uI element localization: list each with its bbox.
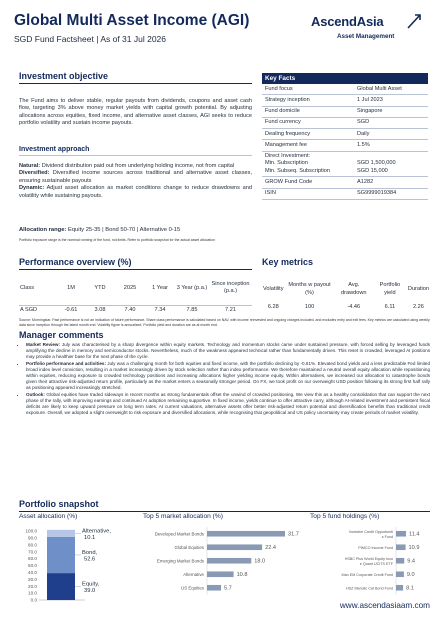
key-fact-row <box>262 84 428 95</box>
performance-header-cell: 2025 <box>123 284 137 291</box>
value-label: 31.7 <box>288 531 299 538</box>
metrics-cell: 2.26 <box>412 304 424 310</box>
category-label: Man EM Corporate Credit Fund <box>341 572 393 577</box>
category-label: Vontobel Credit Opportuniti s Fund <box>348 529 393 540</box>
as-of-date: As of 31 Jul 2026 <box>100 34 166 44</box>
performance-cell: A SGD <box>20 306 38 313</box>
performance-table <box>19 272 252 315</box>
key-fact-row <box>262 177 428 188</box>
value-label: 10.9 <box>408 545 420 552</box>
logo-name: AscendAsia <box>311 14 384 29</box>
key-fact-value: Singapore <box>357 108 383 115</box>
metrics-header-row <box>262 276 430 303</box>
category-label: HSZ Manulic Cat Bond Fund <box>346 586 393 591</box>
category-label: PIMCO Income Fund <box>358 545 393 550</box>
key-facts-table <box>262 73 428 200</box>
key-fact-label: Strategy inception <box>265 96 310 103</box>
snapshot-rule <box>19 511 430 512</box>
metrics-cell: -4.46 <box>347 304 361 310</box>
value-label: 8.1 <box>406 585 414 592</box>
logo-tagline: Asset Management <box>337 33 395 40</box>
category-label: US Equities <box>181 585 204 591</box>
allocation-range: Allocation range: Equity 25-35 | Bond 50-70 | Alternative 0-15 <box>19 227 181 233</box>
key-fact-label: Management fee <box>265 141 307 148</box>
bar <box>207 531 285 537</box>
comment-item: • Market Review: July was characterised by a sharp divergence within equity markets. Technology and momentum stocks came under sustained pressure, with forced selling by leveraged funds amplifying the decline in memory and semiconductor stocks. Nevertheless, much of the weakness appeared technical rather than fundamentally driven. This reset in crowded, leveraged AI positions may provide a healthier base for the next phase of the cycle. <box>26 342 430 360</box>
performance-rule <box>19 269 252 270</box>
y-tick-label: 70.0 <box>28 549 37 555</box>
metrics-header-cell: Months w payout (%) <box>288 282 331 296</box>
comments-list <box>19 342 430 417</box>
segment-name-label: Bond, <box>82 549 98 556</box>
y-tick-label: 50.0 <box>28 563 37 569</box>
category-label: Global Equities <box>174 544 204 550</box>
bar <box>396 531 406 537</box>
segment-name-label: Equity, <box>82 581 100 588</box>
segment-value-label: 52.6 <box>84 556 96 563</box>
y-tick-label: 40.0 <box>28 570 37 575</box>
segment-value-label: 39.0 <box>84 588 96 595</box>
logo-mark-icon <box>407 14 421 29</box>
metrics-cell: 100 <box>304 304 315 310</box>
y-tick-label: 0.0 <box>30 597 37 603</box>
page-title: Global Multi Asset Income (AGI) <box>14 12 250 29</box>
category-label: Developed Market Bonds <box>154 531 204 537</box>
key-fact-label: Fund domicile <box>265 108 300 115</box>
key-fact-label: GROW Fund Code <box>265 178 313 185</box>
min-subsequent-label: Min. Subseq. Subscription <box>265 167 330 174</box>
metrics-cell: 6.28 <box>267 304 279 310</box>
category-label: HSBC Plus World Equity Inco e Quant UCITS ETF <box>344 556 393 567</box>
performance-header-row <box>19 272 252 305</box>
comment-item: • Portfolio performance and activities: July was a challenging month for both equities and fixed income, with the portfolio declining by -0.61%. Elevated bond yields and a less predictable Fed limited broad index level conviction, resulting in a market increasingly driven by stock selection rather than index performance. We therefore maintained a neutral overall equity allocation while repositioning within equities, reducing exposure to crowded technology positions and increasing allocations higher yielding income equity. Within alternatives, we increased our allocation to catastrophe bonds given their attractive risk-adjusted return profile, particularly as the market enters a seasonally stronger period. On FX, we took profit on our overweight USD position following its strong first half rally as positioning appeared increasingly stretched. <box>26 361 430 392</box>
key-metrics-table <box>262 276 430 312</box>
bar <box>207 544 262 550</box>
approach-list <box>19 163 252 200</box>
key-metrics-title: Key metrics <box>262 257 314 267</box>
footer-website[interactable]: www.ascendasiaam.com <box>339 601 430 611</box>
value-label: 22.4 <box>265 545 277 552</box>
comments-title: Manager comments <box>19 330 104 340</box>
performance-cell: 3.08 <box>94 306 106 313</box>
key-fact-value: Daily <box>357 130 370 137</box>
min-subsequent-value: SGD 15,000 <box>357 167 388 174</box>
min-subscription-label: Min. Subscription <box>265 160 308 167</box>
approach-rule <box>19 155 252 156</box>
metrics-header-cell: Volatility <box>263 285 284 292</box>
performance-header-cell: 3 Year (p.a.) <box>176 284 208 291</box>
y-tick-label: 60.0 <box>28 556 37 562</box>
value-label: 10.8 <box>236 572 248 579</box>
y-tick-label: 100.0 <box>25 528 37 534</box>
performance-row <box>19 305 252 315</box>
performance-cell: 7.21 <box>225 306 236 313</box>
direct-investment-label: Direct Investment: <box>265 153 311 160</box>
category-label: Emerging Market Bonds <box>156 558 204 564</box>
key-fact-value: SG9999019384 <box>357 190 397 197</box>
y-tick-label: 20.0 <box>28 583 37 589</box>
key-fact-label: ISIN <box>265 190 276 197</box>
metrics-header-cell: Duration <box>407 285 429 292</box>
metrics-row <box>262 303 430 312</box>
key-fact-value: 1.5% <box>357 141 370 148</box>
snapshot-title: Portfolio snapshot <box>19 499 99 509</box>
value-label: 9.4 <box>407 558 416 565</box>
key-facts-tail-rows <box>262 177 428 200</box>
performance-title: Performance overview (%) <box>19 257 132 267</box>
key-facts-title: Key Facts <box>262 73 428 84</box>
metrics-header-cell: Avg. drawdown <box>341 282 367 296</box>
bar <box>396 558 404 564</box>
metrics-cell: 6.11 <box>384 304 396 310</box>
allocation-note: Portfolio exposure range is the nominal running of the fund, not limits. Refer to portfolio snapshot for the actual asset allocation <box>19 238 215 242</box>
performance-header-cell: Since inception (p.a.) <box>211 280 250 295</box>
key-fact-row <box>262 129 428 140</box>
performance-cell: 7.34 <box>154 306 166 313</box>
comment-item: • Outlook: Global equities have traded sideways in recent months as strong fundamentals offset the unwind of crowded positioning. We view this as a healthy consolidation that can support the next phase of the rally, with improving earnings and continued AI adoption remaining supportive. In fixed income, yields continue to offer attractive carry, although AI-related investment and persistent fiscal deficits are likely to keep upward pressure on long term rates. At current valuations, alternative assets offer better risk-adjusted return potential and diversification benefits than traditional credit exposure. Overall, we adopted a slight overweight to risk exposure and diversified allocations, while recognising that geopolitical and US policy uncertainty may create periods of market volatility. <box>26 392 430 416</box>
objective-text: The Fund aims to deliver stable, regular payouts from dividends, coupons and asset cash flow, targeting 3% above money market yields with capital growth potential. By adjusting allocations across equities, fixed income, and alternative asset classes, AGI seeks to reduce portfolio volatility and sustain income payouts. <box>19 98 252 127</box>
performance-header-cell: 1M <box>67 284 75 291</box>
bar <box>207 585 221 591</box>
bar <box>396 585 403 591</box>
performance-cell: 7.40 <box>124 306 136 313</box>
objective-rule <box>19 83 252 84</box>
approach-item: Diversified: Diversified income sources across traditional and alternative asset classes, ensuring sustainable payouts <box>19 170 252 184</box>
key-fact-label: Dealing frequency <box>265 130 311 137</box>
market-chart-title: Top 5 market allocation (%) <box>143 513 223 520</box>
objective-title: Investment objective <box>19 71 109 81</box>
key-facts-rows <box>262 84 428 152</box>
key-fact-label: Fund currency <box>265 119 301 126</box>
key-fact-value: Global Multi Asset <box>357 85 402 92</box>
asset-allocation-chart <box>19 527 139 607</box>
value-label: 18.0 <box>254 558 266 565</box>
market-allocation-chart <box>140 527 305 597</box>
key-fact-row <box>262 189 428 200</box>
performance-cell: -0.61 <box>64 306 78 313</box>
key-fact-row <box>262 95 428 106</box>
bar <box>396 544 406 550</box>
y-tick-label: 30.0 <box>28 576 37 582</box>
value-label: 5.7 <box>224 585 232 592</box>
key-fact-value: A1282 <box>357 178 374 185</box>
allocation-chart-title: Asset allocation (%) <box>19 513 78 520</box>
stack-segment-alternative <box>47 530 75 537</box>
key-fact-row <box>262 140 428 151</box>
y-tick-label: 80.0 <box>28 542 37 548</box>
category-label: Alternative <box>183 571 204 577</box>
key-fact-label: Fund focus <box>265 85 293 92</box>
key-fact-value: 1 Jul 2023 <box>357 96 383 103</box>
approach-title: Investment approach <box>19 146 90 153</box>
approach-item: Dynamic: Adjust asset allocation as market conditions change to reduce drawdowns and volatility while sustaining payouts. <box>19 185 252 199</box>
segment-value-label: 10.1 <box>84 534 96 541</box>
stack-segment-equity <box>47 573 75 600</box>
segment-name-label: Alternative, <box>82 528 111 535</box>
value-label: 11.4 <box>409 531 420 538</box>
company-logo <box>306 11 430 47</box>
approach-item: Natural: Dividend distribution paid out from underlying holding income, not from capital <box>19 163 235 169</box>
fund-holdings-chart <box>307 527 432 597</box>
metrics-header-cell: Portfolio yield <box>379 282 401 296</box>
factsheet-label: SGD Fund Factsheet <box>14 34 94 44</box>
key-fact-value: SGD <box>357 119 370 126</box>
performance-header-cell: YTD <box>94 284 106 291</box>
y-tick-label: 90.0 <box>28 535 37 541</box>
performance-header-cell: 1 Year <box>152 284 168 291</box>
holdings-chart-title: Top 5 fund holdings (%) <box>310 513 380 520</box>
performance-header-cell: Class <box>20 284 34 291</box>
key-fact-row <box>262 107 428 118</box>
min-subscription-value: SGD 1,500,000 <box>357 160 396 167</box>
stack-segment-bond <box>47 537 75 573</box>
bar <box>207 571 234 577</box>
page-subtitle: SGD Fund Factsheet | As of 31 Jul 2026 <box>14 34 166 44</box>
y-tick-label: 10.0 <box>28 590 37 596</box>
key-fact-row <box>262 118 428 129</box>
direct-investment-block <box>262 152 428 178</box>
bar <box>207 558 251 564</box>
source-note: Source: Morningstar. Past performance is not an indication of future performance. Share class performance is calculated based on NAV, with income reinvested and ongoing charges included, and excludes entry and exit fees. Key metrics are calculated using weekly data since inception through the latest month end. Volatility figure is annualised. Portfolio yield and duration are as at month end. <box>19 318 430 327</box>
performance-cell: 7.85 <box>186 306 198 313</box>
bar <box>396 571 404 577</box>
value-label: 9.0 <box>406 572 415 579</box>
